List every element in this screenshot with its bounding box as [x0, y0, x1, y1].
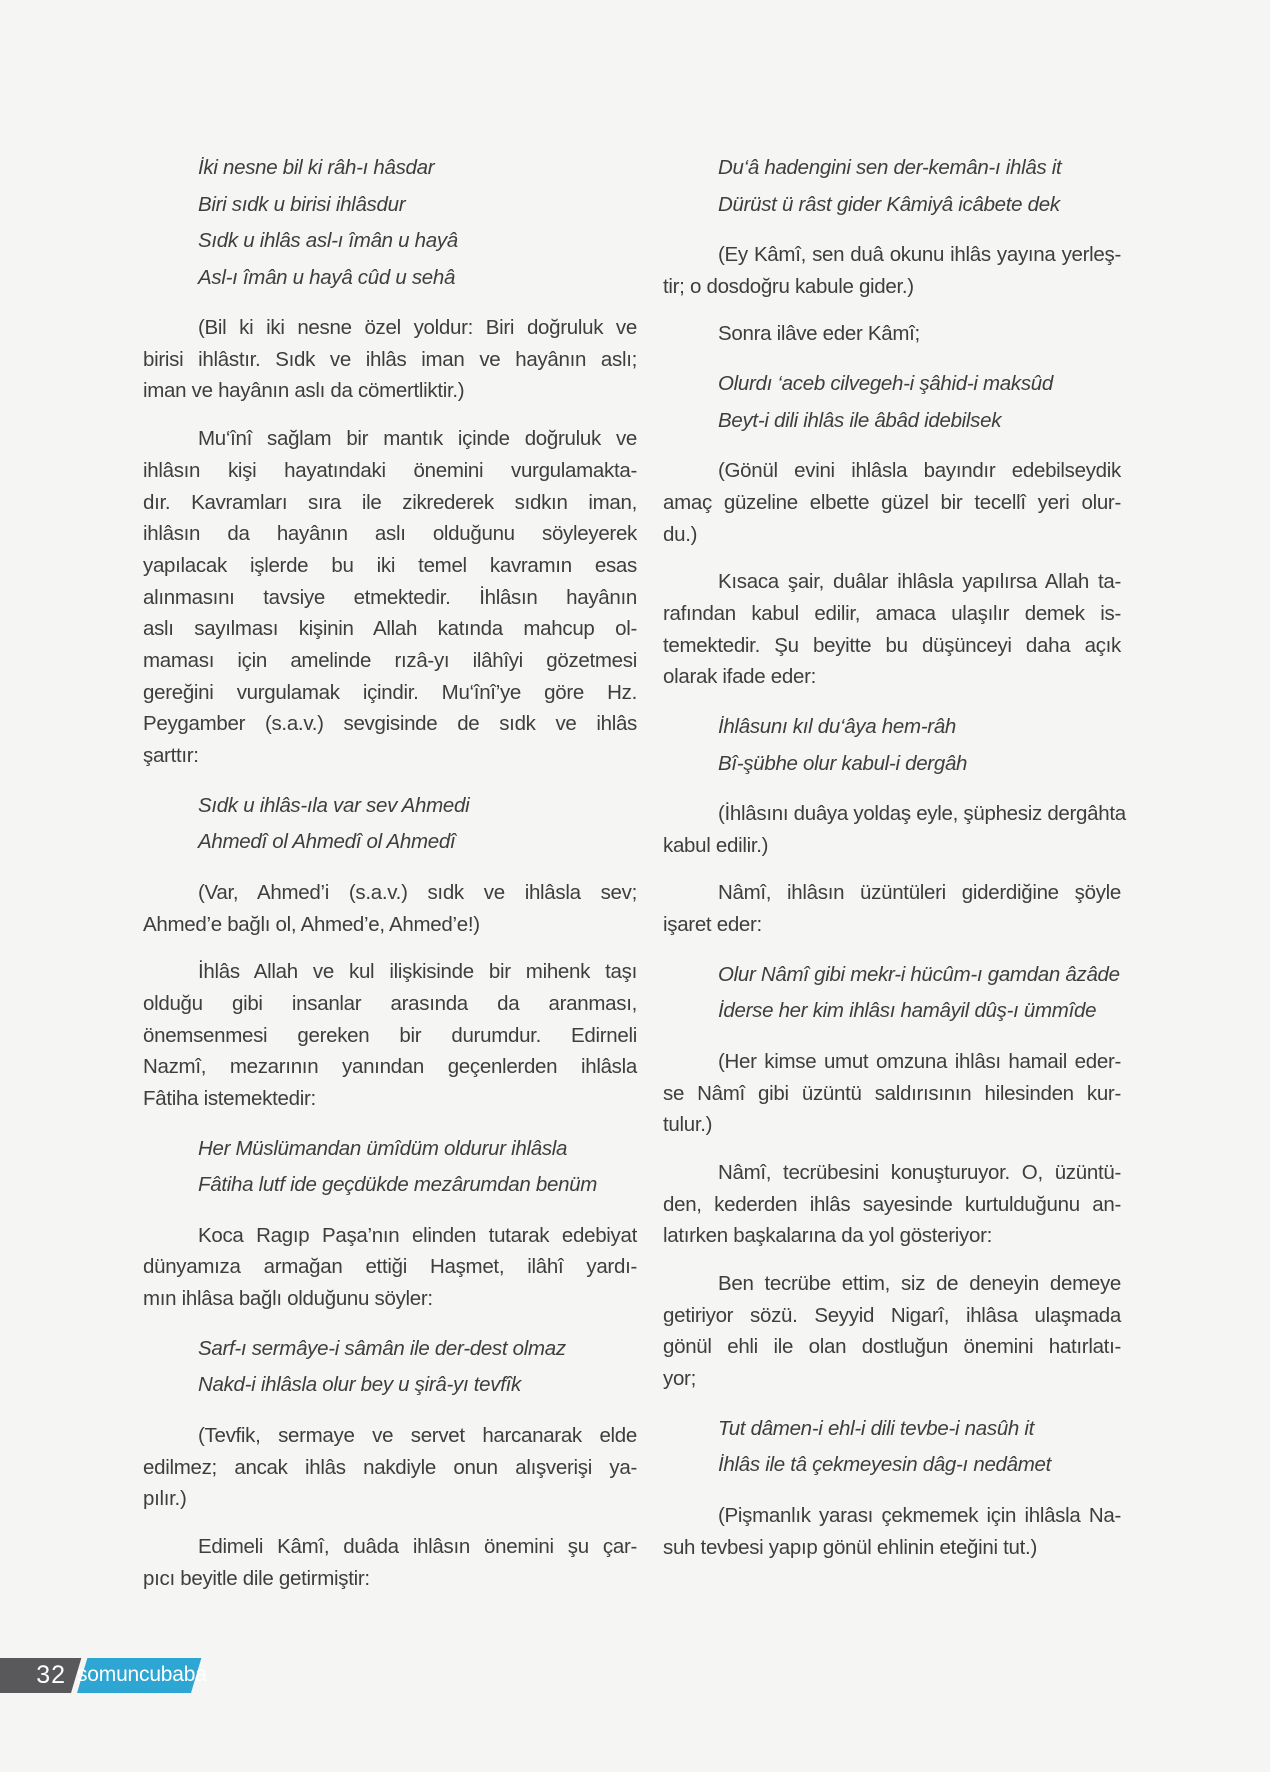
text-line: edilmez; ancak ihlâs nakdiyle onun alışverişi ya- [143, 1455, 637, 1479]
text-line: Nazmî, mezarının yanından geçenlerden ihlâsla [143, 1055, 637, 1079]
text-line: latırken başkalarına da yol gösteriyor: [663, 1224, 993, 1248]
paragraph [143, 312, 637, 407]
text-line: Edimeli Kâmî, duâda ihlâsın önemini şu çar- [198, 1534, 637, 1558]
paragraph [143, 423, 637, 772]
text-line: (Her kimse umut omzuna ihlâsı hamail eder- [718, 1049, 1121, 1073]
text-line: iman ve hayânın aslı da cömertliktir.) [143, 379, 465, 403]
text-line: amaç güzeline elbette güzel bir tecellî yeri olur- [663, 490, 1121, 514]
brand-logo: somuncubaba [77, 1663, 207, 1686]
verse-line: Olurdı ‘aceb cilvegeh-i şâhid-i maksûd [718, 372, 1053, 396]
text-line: (Tevfik, sermaye ve servet harcanarak elde [198, 1423, 637, 1447]
verse-line: Du‘â hadengini sen der-kemân-ı ihlâs it [718, 156, 1062, 179]
brand-logo-tab [77, 1658, 207, 1693]
paragraph [143, 877, 637, 940]
paragraph [663, 877, 1121, 940]
paragraph [663, 239, 1121, 302]
text-line: olarak ifade eder: [663, 665, 817, 689]
text-line: İhlâs Allah ve kul ilişkisinde bir mihenk taşı [198, 960, 637, 984]
text-line: Nâmî, ihlâsın üzüntüleri giderdiğine şöyle [718, 881, 1121, 905]
text-line: rafından kabul edilir, amaca ulaşılır demek is- [663, 601, 1121, 625]
text-line: temektedir. Şu beyitte bu düşünceyi daha açık [663, 633, 1121, 657]
verse-line: Dürüst ü râst gider Kâmiyâ icâbete dek [718, 192, 1060, 216]
text-line: (Pişmanlık yarası çekmemek için ihlâsla Na- [718, 1503, 1121, 1527]
text-line: mın ihlâsa bağlı olduğunu söyler: [143, 1287, 433, 1311]
text-line: dünyamıza armağan ettiği Haşmet, ilâhî yardı- [143, 1255, 637, 1279]
text-line: Ahmed’e bağlı ol, Ahmed’e, Ahmed’e!) [143, 912, 480, 936]
text-line: gereğini vurgulamak içindir. Mu‘înî’ye göre Hz. [143, 680, 637, 704]
verse-block [663, 1411, 1121, 1484]
paragraph [663, 1500, 1121, 1563]
verse-line: Beyt-i dili ihlâs ile âbâd idebilsek [718, 408, 1002, 432]
text-line: Koca Ragıp Paşa’nın elinden tutarak edebiyat [198, 1223, 637, 1247]
text-line: gönül ehli ile olan dostluğun önemini hatırlatı- [663, 1335, 1121, 1359]
page-content [143, 150, 1126, 1610]
text-line: dır. Kavramları sıra ile zikrederek sıdkın iman, [143, 490, 637, 514]
text-line: du.) [663, 522, 698, 546]
paragraph [143, 1420, 637, 1515]
page-footer [0, 1658, 320, 1693]
verse-block [663, 150, 1121, 223]
text-line: maması için amelinde rızâ-yı ilâhîyi gözetmesi [143, 649, 637, 673]
verse-block [663, 709, 1121, 782]
text-line: Ben tecrübe ettim, siz de deneyin demeye [718, 1272, 1121, 1296]
verse-line: İhlâsunı kıl du‘âya hem-râh [718, 715, 957, 739]
text-line: Nâmî, tecrübesini konuşturuyor. O, üzüntü- [718, 1160, 1121, 1184]
verse-line: Asl-ı îmân u hayâ cûd u sehâ [198, 265, 456, 289]
paragraph [663, 1157, 1121, 1252]
paragraph [143, 956, 637, 1115]
verse-line: İderse her kim ihlâsı hamâyil dûş-ı ümmîde [718, 999, 1097, 1023]
verse-block [143, 788, 637, 861]
text-line: önemsenmesi gereken bir durumdur. Edirneli [143, 1023, 637, 1047]
text-line: se Nâmî gibi üzüntü saldırısının hilesinden kur- [663, 1081, 1121, 1105]
text-line: yor; [663, 1367, 696, 1391]
text-line: Peygamber (s.a.v.) sevgisinde de sıdk ve ihlâs [143, 712, 637, 736]
paragraph [663, 455, 1121, 550]
verse-line: Sıdk u ihlâs-ıla var sev Ahmedi [198, 793, 470, 817]
verse-line: Her Müslümandan ümîdüm oldurur ihlâsla [198, 1136, 568, 1160]
text-line: Sonra ilâve eder Kâmî; [718, 322, 920, 346]
page-number-tab [0, 1658, 81, 1693]
verse-block [143, 150, 637, 296]
text-line: ihlâsın da hayânın aslı olduğunu söyleyerek [143, 522, 637, 546]
text-line: ihlâsın kişi hayatındaki önemini vurgulamakta- [143, 458, 637, 482]
text-line: alınmasını tavsiye etmektedir. İhlâsın hayânın [143, 585, 637, 609]
text-line: (Ey Kâmî, sen duâ okunu ihlâs yayına yerleş- [718, 243, 1121, 266]
verse-line: İki nesne bil ki râh-ı hâsdar [198, 156, 435, 179]
text-line: (Bil ki iki nesne özel yoldur: Biri doğruluk ve [198, 316, 637, 339]
text-line: getiriyor sözü. Seyyid Nigarî, ihlâsa ulaşmada [663, 1303, 1121, 1327]
text-line: (Gönül evini ihlâsla bayındır edebilseydik [718, 459, 1121, 483]
text-line: yapılacak işlerde bu iki temel kavramın esas [143, 553, 637, 577]
verse-line: Fâtiha lutf ide geçdükde mezârumdan benüm [198, 1173, 598, 1197]
verse-line: Olur Nâmî gibi mekr-i hücûm-ı gamdan âzâde [718, 962, 1120, 986]
text-line: olduğu gibi insanlar arasında da aranması, [143, 991, 637, 1015]
paragraph [663, 566, 1121, 693]
paragraph [663, 1268, 1121, 1395]
text-line: şarttır: [143, 744, 199, 768]
paragraph [143, 1531, 637, 1594]
text-line: işaret eder: [663, 913, 762, 937]
text-line: birisi ihlâstır. Sıdk ve ihlâs iman ve hayânın aslı; [143, 347, 637, 371]
verse-block [143, 1131, 637, 1204]
paragraph [663, 1046, 1121, 1141]
paragraph [663, 318, 1121, 350]
verse-line: Tut dâmen-i ehl-i dili tevbe-i nasûh it [718, 1416, 1035, 1440]
text-line: (Var, Ahmed’i (s.a.v.) sıdk ve ihlâsla sev; [198, 880, 637, 904]
text-line: kabul edilir.) [663, 833, 769, 857]
text-line: suh tevbesi yapıp gönül ehlinin eteğini tut.) [663, 1535, 1037, 1559]
text-line: pılır.) [143, 1487, 187, 1511]
text-line: tulur.) [663, 1113, 713, 1137]
text-line: (İhlâsını duâya yoldaş eyle, şüphesiz dergâhta [718, 802, 1126, 826]
text-line: Kısaca şair, duâlar ihlâsla yapılırsa Allah ta- [718, 570, 1121, 594]
verse-block [663, 366, 1121, 439]
text-line: den, kederden ihlâs sayesinde kurtulduğunu an- [663, 1192, 1121, 1216]
right-column [663, 150, 1126, 1610]
paragraph [143, 1220, 637, 1315]
verse-line: Ahmedî ol Ahmedî ol Ahmedî [198, 830, 456, 854]
verse-line: Sarf-ı sermâye-i sâmân ile der-dest olmaz [198, 1336, 566, 1360]
verse-block [143, 1331, 637, 1404]
text-line: Mu‘înî sağlam bir mantık içinde doğruluk ve [198, 427, 637, 451]
text-line: Fâtiha istemektedir: [143, 1087, 316, 1111]
text-line: pıcı beyitle dile getirmiştir: [143, 1566, 370, 1590]
paragraph [663, 798, 1126, 861]
left-column [143, 150, 637, 1610]
text-line: tir; o dosdoğru kabule gider.) [663, 274, 914, 298]
verse-line: Sıdk u ihlâs asl-ı îmân u hayâ [198, 229, 458, 252]
verse-line: Biri sıdk u birisi ihlâsdur [198, 192, 406, 216]
verse-block [663, 957, 1121, 1030]
verse-line: İhlâs ile tâ çekmeyesin dâg-ı nedâmet [718, 1453, 1052, 1477]
page-number: 32 [36, 1661, 66, 1689]
verse-line: Bî-şübhe olur kabul-i dergâh [718, 751, 968, 775]
text-line: aslı sayılması kişinin Allah katında mahcup ol- [143, 617, 637, 641]
verse-line: Nakd-i ihlâsla olur bey u şirâ-yı tevfîk [198, 1373, 521, 1397]
